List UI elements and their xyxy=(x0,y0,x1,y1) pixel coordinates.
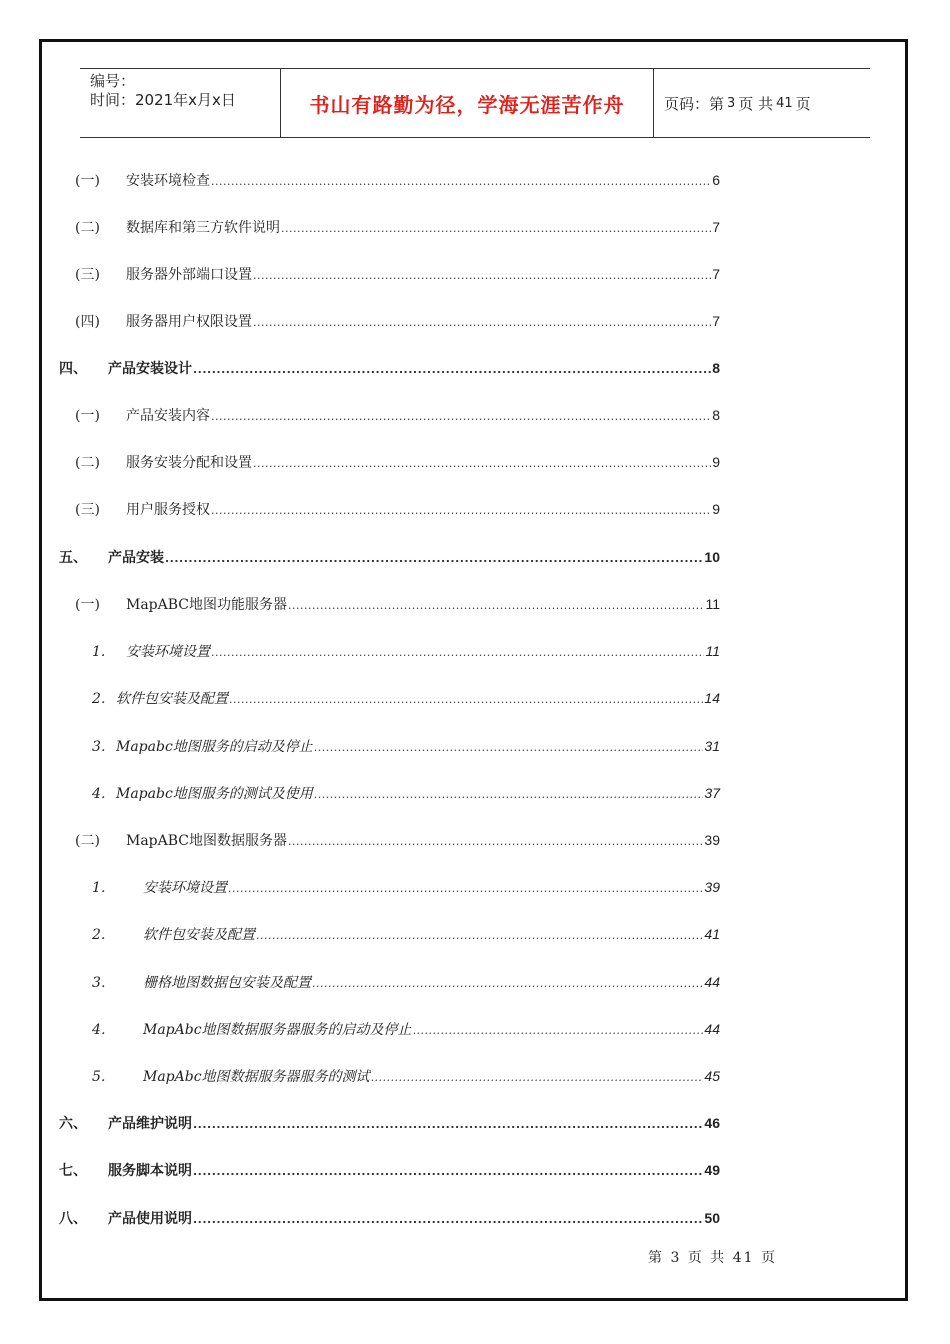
toc-leader xyxy=(312,975,703,991)
toc-entry[interactable] xyxy=(75,594,720,614)
toc-number: (一) xyxy=(75,408,100,424)
toc-leader xyxy=(193,1116,703,1132)
toc-number: 3． xyxy=(92,975,115,991)
toc-entry[interactable] xyxy=(75,830,720,850)
toc-leader xyxy=(253,267,711,283)
toc-entry-chapter[interactable] xyxy=(59,1208,720,1228)
toc-title: 服务脚本说明 xyxy=(108,1163,192,1179)
toc-title: MapABC地图数据服务器 xyxy=(126,833,288,849)
toc-leader xyxy=(256,927,703,943)
toc-number: 1. xyxy=(92,644,106,660)
toc-entry-sub[interactable] xyxy=(92,1019,720,1039)
toc-page: 37 xyxy=(704,785,720,801)
toc-leader xyxy=(288,833,703,849)
toc-title: 产品维护说明 xyxy=(108,1116,192,1132)
toc-leader xyxy=(314,739,704,755)
toc-title: Mapabc地图服务的测试及使用 xyxy=(116,786,313,802)
toc-number: 4． xyxy=(92,786,115,802)
toc-title: 产品安装 xyxy=(108,550,164,566)
toc-number: 5． xyxy=(92,1069,115,1085)
toc-page: 9 xyxy=(712,454,720,470)
toc-entry-sub[interactable] xyxy=(92,877,720,897)
toc-page: 46 xyxy=(704,1115,720,1131)
toc-leader xyxy=(229,691,703,707)
header-meta xyxy=(80,69,280,137)
toc-entry-chapter[interactable] xyxy=(59,358,720,378)
toc-leader xyxy=(165,550,703,566)
toc-number: (三) xyxy=(75,502,100,518)
toc-number: 2． xyxy=(92,927,115,943)
toc-number: 六、 xyxy=(59,1116,87,1132)
page-mid: 页 共 xyxy=(738,94,774,113)
toc-entry[interactable] xyxy=(75,311,720,331)
date-label: 时间：2021年x月x日 xyxy=(90,91,236,109)
toc-entry[interactable] xyxy=(75,264,720,284)
toc-entry[interactable] xyxy=(75,217,720,237)
toc-leader xyxy=(281,220,711,236)
toc-title: MapAbc地图数据服务器服务的测试 xyxy=(143,1069,370,1085)
page-total: 41 xyxy=(776,95,793,111)
toc-title: 软件包安装及配置 xyxy=(116,691,228,707)
toc-number: (一) xyxy=(75,173,100,189)
toc-page: 44 xyxy=(704,974,720,990)
toc-number: 八、 xyxy=(59,1211,87,1227)
toc-number: 2． xyxy=(92,691,115,707)
toc-entry-sub[interactable] xyxy=(92,688,720,708)
toc-leader xyxy=(253,314,711,330)
toc-title: 安装环境检查 xyxy=(126,173,210,189)
toc-page: 11 xyxy=(705,596,720,612)
toc-title: MapABC地图功能服务器 xyxy=(126,597,288,613)
toc-title: 产品安装内容 xyxy=(126,408,210,424)
toc-leader xyxy=(193,361,711,377)
toc-title: Mapabc地图服务的启动及停止 xyxy=(116,739,313,755)
toc-entry-sub[interactable] xyxy=(92,783,720,803)
toc-leader xyxy=(193,1163,703,1179)
toc-page: 45 xyxy=(704,1068,720,1084)
toc-entry-sub[interactable] xyxy=(92,641,720,661)
toc-title: MapAbc地图数据服务器服务的启动及停止 xyxy=(143,1022,412,1038)
toc-title: 栅格地图数据包安装及配置 xyxy=(143,975,311,991)
toc-number: 1． xyxy=(92,880,115,896)
toc-page: 10 xyxy=(704,549,720,565)
toc-page: 7 xyxy=(712,219,720,235)
toc-page: 31 xyxy=(704,738,720,754)
toc-number: 四、 xyxy=(59,361,87,377)
toc-title: 用户服务授权 xyxy=(126,502,210,518)
toc-page: 14 xyxy=(704,690,720,706)
toc-entry[interactable] xyxy=(75,499,720,519)
toc-leader xyxy=(211,408,711,424)
toc-number: 七、 xyxy=(59,1163,87,1179)
code-label: 编号： xyxy=(90,72,136,90)
toc-leader xyxy=(253,455,711,471)
toc-entry[interactable] xyxy=(75,170,720,190)
toc-title: 服务安装分配和设置 xyxy=(126,455,252,471)
toc-leader xyxy=(211,644,704,660)
toc-title: 服务器用户权限设置 xyxy=(126,314,252,330)
page-footer: 第 3 页 共 41 页 xyxy=(648,1250,777,1266)
toc-page: 6 xyxy=(712,172,720,188)
toc-leader xyxy=(314,786,704,802)
toc-entry-chapter[interactable] xyxy=(59,1160,720,1180)
header-motto: 书山有路勤为径，学海无涯苦作舟 xyxy=(280,69,654,137)
toc-number: (一) xyxy=(75,597,100,613)
toc-page: 11 xyxy=(705,643,720,659)
toc-leader xyxy=(211,502,711,518)
toc-entry-sub[interactable] xyxy=(92,924,720,944)
toc-title: 产品使用说明 xyxy=(108,1211,192,1227)
toc-entry[interactable] xyxy=(75,405,720,425)
toc-page: 39 xyxy=(704,832,720,848)
toc-entry[interactable] xyxy=(75,452,720,472)
toc-entry-chapter[interactable] xyxy=(59,547,720,567)
toc-page: 44 xyxy=(704,1021,720,1037)
toc-page: 8 xyxy=(712,407,720,423)
page-header xyxy=(80,68,870,138)
toc-leader xyxy=(211,173,711,189)
toc-entry-sub[interactable] xyxy=(92,1066,720,1086)
page-suffix: 页 xyxy=(795,94,811,113)
toc-title: 产品安装设计 xyxy=(108,361,192,377)
toc-number: (二) xyxy=(75,833,100,849)
toc-page: 8 xyxy=(712,360,720,376)
toc-number: (四) xyxy=(75,314,100,330)
toc-page: 41 xyxy=(704,926,720,942)
toc-leader xyxy=(288,597,704,613)
toc-leader xyxy=(371,1069,704,1085)
toc-page: 50 xyxy=(704,1210,720,1226)
toc-entry-sub[interactable] xyxy=(92,972,720,992)
toc-title: 安装环境设置 xyxy=(126,644,210,660)
toc-leader xyxy=(413,1022,704,1038)
toc-number: 3． xyxy=(92,739,115,755)
toc-number: 4． xyxy=(92,1022,115,1038)
toc-entry-sub[interactable] xyxy=(92,736,720,756)
toc-page: 39 xyxy=(704,879,720,895)
toc-leader xyxy=(228,880,703,896)
toc-number: 五、 xyxy=(59,550,87,566)
toc-page: 7 xyxy=(712,313,720,329)
page-prefix: 页码：第 xyxy=(664,94,725,113)
header-page-info xyxy=(654,69,870,137)
toc-title: 数据库和第三方软件说明 xyxy=(126,220,280,236)
toc-number: (二) xyxy=(75,455,100,471)
toc-title: 软件包安装及配置 xyxy=(143,927,255,943)
page-current: 3 xyxy=(727,95,736,111)
toc-page: 49 xyxy=(704,1162,720,1178)
toc-number: (三) xyxy=(75,267,100,283)
toc-page: 7 xyxy=(712,266,720,282)
toc-number: (二) xyxy=(75,220,100,236)
toc-page: 9 xyxy=(712,501,720,517)
toc-title: 安装环境设置 xyxy=(143,880,227,896)
toc-entry-chapter[interactable] xyxy=(59,1113,720,1133)
toc-leader xyxy=(193,1211,703,1227)
toc-title: 服务器外部端口设置 xyxy=(126,267,252,283)
